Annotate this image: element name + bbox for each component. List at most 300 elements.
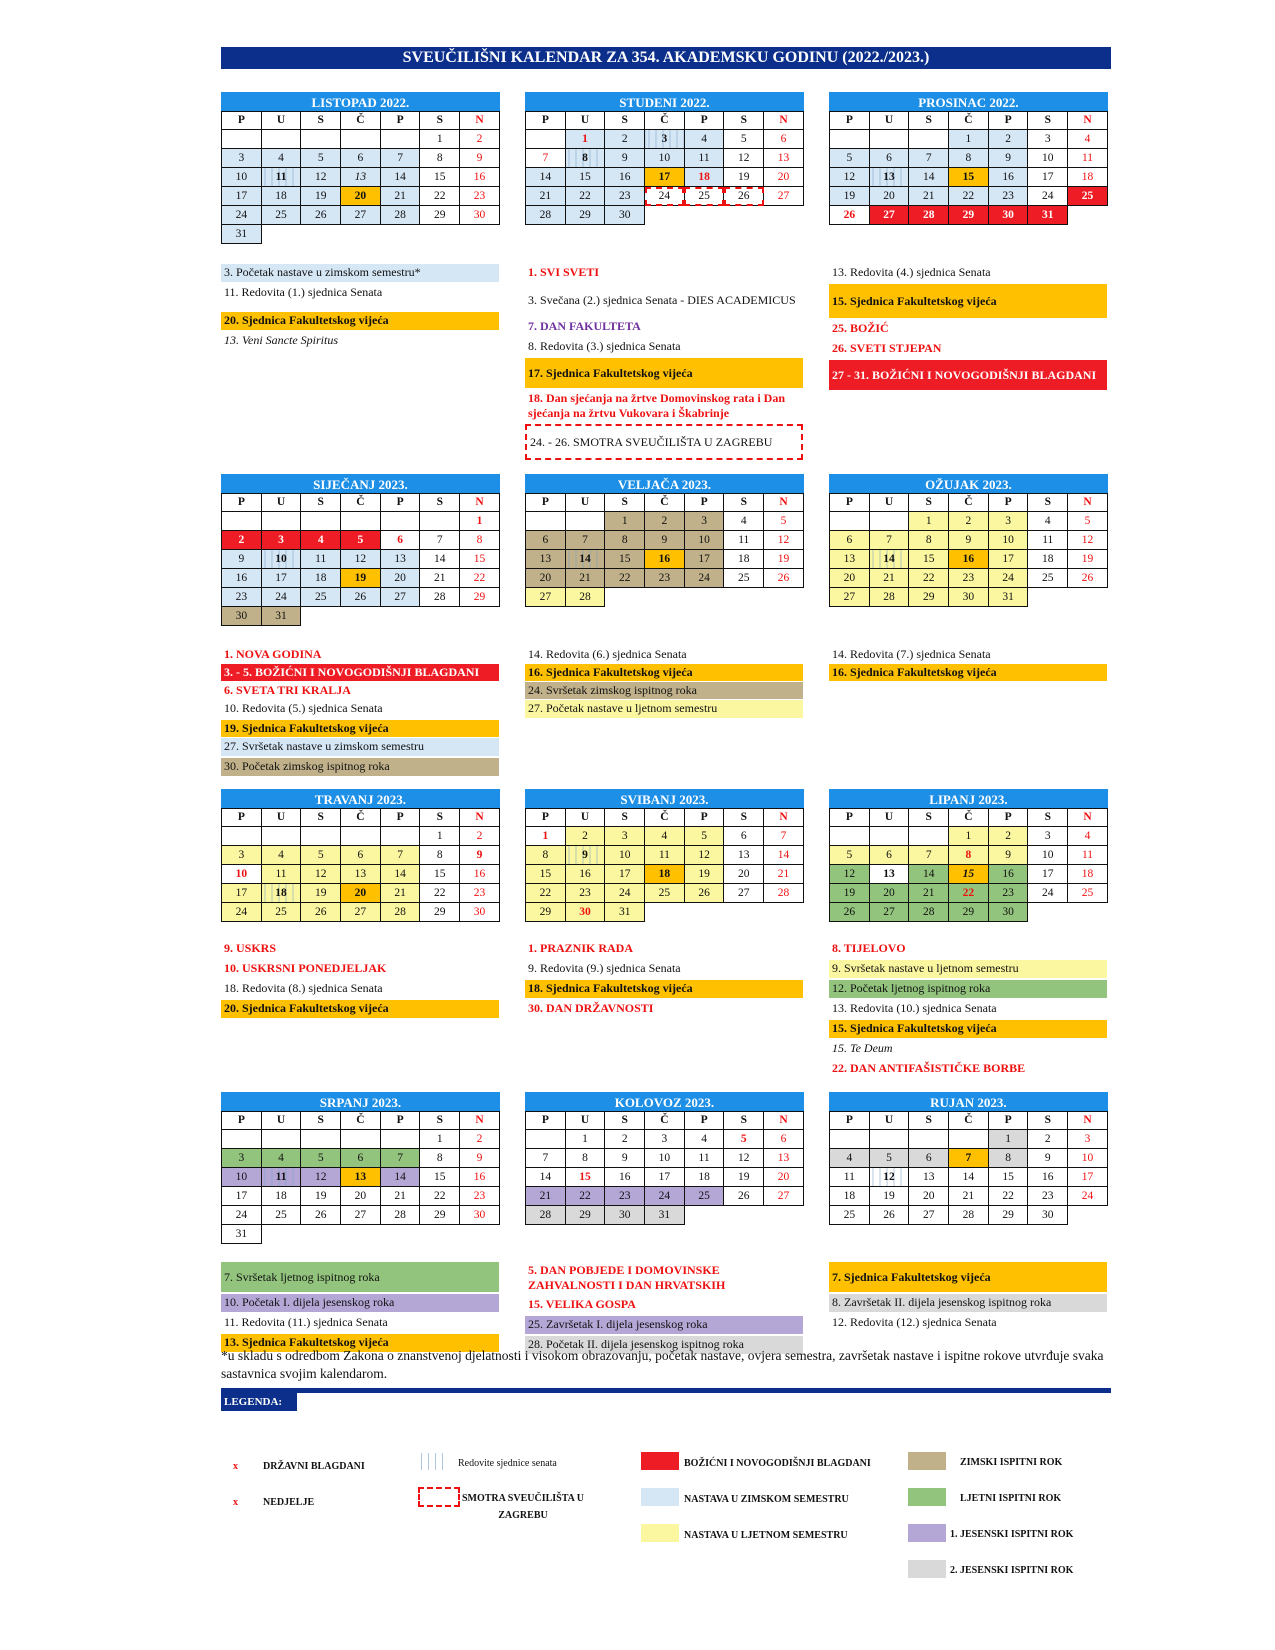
day-cell: 19 bbox=[830, 187, 870, 206]
weekday-header: U bbox=[869, 112, 909, 130]
month-calendar bbox=[829, 92, 1108, 225]
day-cell: 3 bbox=[1028, 130, 1068, 149]
day-cell: 10 bbox=[1028, 149, 1068, 168]
day-cell: 15 bbox=[565, 1168, 605, 1187]
empty-day bbox=[380, 130, 420, 149]
day-cell: 1 bbox=[420, 827, 460, 846]
weekday-header: N bbox=[764, 809, 804, 827]
empty-day bbox=[341, 512, 381, 531]
day-cell: 26 bbox=[830, 206, 870, 225]
weekday-header: S bbox=[605, 112, 645, 130]
day-cell: 29 bbox=[565, 206, 605, 225]
day-cell: 21 bbox=[420, 569, 460, 588]
day-cell: 12 bbox=[684, 846, 724, 865]
empty-day bbox=[380, 225, 420, 244]
empty-day bbox=[949, 1130, 989, 1149]
empty-day bbox=[724, 206, 764, 225]
day-cell: 31 bbox=[222, 1225, 262, 1244]
day-cell: 29 bbox=[460, 588, 500, 607]
day-cell: 23 bbox=[460, 1187, 500, 1206]
calendar-note: 13. Sjednica Fakultetskog vijeća bbox=[221, 1334, 499, 1352]
empty-day bbox=[764, 1206, 804, 1225]
day-cell: 2 bbox=[949, 512, 989, 531]
calendar-note: 28. Početak II. dijela jesenskog ispitnog roka bbox=[525, 1336, 803, 1354]
day-cell: 24 bbox=[605, 884, 645, 903]
empty-day bbox=[684, 1206, 724, 1225]
day-cell: 24 bbox=[261, 588, 301, 607]
day-cell: 4 bbox=[684, 130, 724, 149]
weekday-header: N bbox=[460, 112, 500, 130]
day-cell: 31 bbox=[1028, 206, 1068, 225]
empty-day bbox=[830, 827, 870, 846]
weekday-header: S bbox=[605, 809, 645, 827]
month-title: SVIBANJ 2023. bbox=[526, 790, 804, 809]
day-cell: 27 bbox=[380, 588, 420, 607]
calendar-note: 8. Redovita (3.) sjednica Senata bbox=[528, 339, 681, 353]
day-cell: 14 bbox=[909, 168, 949, 187]
weekday-header: N bbox=[1068, 112, 1108, 130]
weekday-header: N bbox=[1068, 809, 1108, 827]
legend-x-mark: x bbox=[233, 1461, 238, 1472]
day-cell: 29 bbox=[565, 1206, 605, 1225]
day-cell: 22 bbox=[565, 187, 605, 206]
day-cell: 26 bbox=[830, 903, 870, 922]
day-cell: 9 bbox=[460, 1149, 500, 1168]
day-cell: 16 bbox=[988, 865, 1028, 884]
empty-day bbox=[380, 512, 420, 531]
day-cell: 12 bbox=[764, 531, 804, 550]
day-cell: 13 bbox=[724, 846, 764, 865]
day-cell: 22 bbox=[420, 187, 460, 206]
day-cell: 15 bbox=[949, 865, 989, 884]
weekday-header: U bbox=[565, 112, 605, 130]
weekday-header: Č bbox=[341, 494, 381, 512]
day-cell: 25 bbox=[1068, 884, 1108, 903]
day-cell: 14 bbox=[565, 550, 605, 569]
day-cell: 27 bbox=[869, 903, 909, 922]
day-cell: 18 bbox=[261, 884, 301, 903]
legend-zimski-rok: ZIMSKI ISPITNI ROK bbox=[960, 1457, 1063, 1468]
day-cell: 20 bbox=[869, 187, 909, 206]
empty-day bbox=[341, 827, 381, 846]
day-cell: 29 bbox=[909, 588, 949, 607]
empty-day bbox=[261, 1225, 301, 1244]
empty-day bbox=[341, 1130, 381, 1149]
day-cell: 13 bbox=[526, 550, 566, 569]
empty-day bbox=[869, 512, 909, 531]
day-cell: 8 bbox=[909, 531, 949, 550]
day-cell: 26 bbox=[1068, 569, 1108, 588]
empty-day bbox=[526, 130, 566, 149]
legend-nedjelje: NEDJELJE bbox=[263, 1497, 315, 1508]
empty-day bbox=[526, 1130, 566, 1149]
day-cell: 2 bbox=[222, 531, 262, 550]
day-cell: 21 bbox=[380, 187, 420, 206]
weekday-header: U bbox=[261, 809, 301, 827]
empty-day bbox=[724, 588, 764, 607]
day-cell: 21 bbox=[764, 865, 804, 884]
empty-day bbox=[764, 206, 804, 225]
calendar-note: 27. Početak nastave u ljetnom semestru bbox=[525, 700, 803, 718]
empty-day bbox=[222, 512, 262, 531]
day-cell: 7 bbox=[565, 531, 605, 550]
day-cell: 9 bbox=[565, 846, 605, 865]
month-title: RUJAN 2023. bbox=[830, 1093, 1108, 1112]
weekday-header: U bbox=[869, 1112, 909, 1130]
day-cell: 25 bbox=[261, 903, 301, 922]
month-calendar bbox=[525, 789, 804, 922]
weekday-header: N bbox=[1068, 494, 1108, 512]
calendar-note: 27 - 31. BOŽIĆNI I NOVOGODIŠNJI BLAGDANI bbox=[829, 360, 1107, 390]
day-cell: 11 bbox=[645, 846, 685, 865]
day-cell: 8 bbox=[949, 846, 989, 865]
empty-day bbox=[380, 607, 420, 626]
day-cell: 1 bbox=[420, 130, 460, 149]
empty-day bbox=[420, 1225, 460, 1244]
day-cell: 11 bbox=[261, 865, 301, 884]
day-cell: 7 bbox=[764, 827, 804, 846]
day-cell: 25 bbox=[684, 187, 724, 206]
weekday-header: Č bbox=[645, 494, 685, 512]
day-cell: 11 bbox=[301, 550, 341, 569]
weekday-header: S bbox=[420, 809, 460, 827]
empty-day bbox=[645, 588, 685, 607]
weekday-header: Č bbox=[341, 809, 381, 827]
day-cell: 26 bbox=[869, 1206, 909, 1225]
day-cell: 22 bbox=[420, 884, 460, 903]
day-cell: 9 bbox=[605, 1149, 645, 1168]
day-cell: 9 bbox=[460, 846, 500, 865]
day-cell: 14 bbox=[909, 865, 949, 884]
day-cell: 7 bbox=[909, 149, 949, 168]
weekday-header: U bbox=[869, 809, 909, 827]
calendar-note: 18. Dan sjećanja na žrtve Domovinskog rata i Dan sjećanja na žrtvu Vukovara i Škabrinje bbox=[528, 391, 785, 420]
day-cell: 24 bbox=[1028, 187, 1068, 206]
weekday-header: N bbox=[460, 809, 500, 827]
day-cell: 4 bbox=[301, 531, 341, 550]
day-cell: 28 bbox=[526, 1206, 566, 1225]
calendar-note: 22. DAN ANTIFAŠISTIČKE BORBE bbox=[832, 1061, 1026, 1075]
empty-day bbox=[222, 130, 262, 149]
day-cell: 25 bbox=[261, 206, 301, 225]
legend-jesenski2: 2. JESENSKI ISPITNI ROK bbox=[950, 1565, 1074, 1576]
month-calendar bbox=[525, 92, 804, 225]
day-cell: 29 bbox=[949, 903, 989, 922]
day-cell: 17 bbox=[222, 187, 262, 206]
calendar-note: 20. Sjednica Fakultetskog vijeća bbox=[221, 312, 499, 330]
day-cell: 25 bbox=[645, 884, 685, 903]
day-cell: 12 bbox=[1068, 531, 1108, 550]
day-cell: 28 bbox=[380, 1206, 420, 1225]
empty-day bbox=[301, 512, 341, 531]
day-cell: 22 bbox=[988, 1187, 1028, 1206]
day-cell: 22 bbox=[949, 884, 989, 903]
calendar-note: 15. Sjednica Fakultetskog vijeća bbox=[829, 1020, 1107, 1038]
day-cell: 7 bbox=[380, 846, 420, 865]
calendar-note: 24. Svršetak zimskog ispitnog roka bbox=[525, 682, 803, 699]
day-cell: 3 bbox=[1068, 1130, 1108, 1149]
weekday-header: Č bbox=[949, 494, 989, 512]
empty-day bbox=[222, 827, 262, 846]
day-cell: 11 bbox=[261, 168, 301, 187]
calendar-note: 26. SVETI STJEPAN bbox=[832, 341, 942, 355]
calendar-note: 10. Početak I. dijela jesenskog roka bbox=[221, 1294, 499, 1312]
day-cell: 19 bbox=[724, 1168, 764, 1187]
day-cell: 25 bbox=[261, 1206, 301, 1225]
day-cell: 10 bbox=[1068, 1149, 1108, 1168]
day-cell: 13 bbox=[764, 149, 804, 168]
day-cell: 19 bbox=[724, 168, 764, 187]
day-cell: 3 bbox=[261, 531, 301, 550]
weekday-header: S bbox=[420, 112, 460, 130]
empty-day bbox=[261, 1130, 301, 1149]
day-cell: 6 bbox=[830, 531, 870, 550]
calendar-note: 11. Redovita (1.) sjednica Senata bbox=[224, 285, 383, 299]
day-cell: 15 bbox=[565, 168, 605, 187]
day-cell: 7 bbox=[526, 1149, 566, 1168]
calendar-note: 3. Početak nastave u zimskom semestru* bbox=[221, 264, 499, 282]
day-cell: 13 bbox=[764, 1149, 804, 1168]
weekday-header: P bbox=[526, 494, 566, 512]
legend-x-mark: x bbox=[233, 1497, 238, 1508]
day-cell: 28 bbox=[380, 206, 420, 225]
day-cell: 7 bbox=[949, 1149, 989, 1168]
day-cell: 18 bbox=[684, 1168, 724, 1187]
day-cell: 28 bbox=[949, 1206, 989, 1225]
day-cell: 9 bbox=[1028, 1149, 1068, 1168]
day-cell: 17 bbox=[1028, 865, 1068, 884]
day-cell: 23 bbox=[949, 569, 989, 588]
weekday-header: Č bbox=[645, 112, 685, 130]
day-cell: 24 bbox=[1068, 1187, 1108, 1206]
day-cell: 8 bbox=[526, 846, 566, 865]
day-cell: 27 bbox=[724, 884, 764, 903]
day-cell: 12 bbox=[830, 168, 870, 187]
weekday-header: P bbox=[830, 494, 870, 512]
day-cell: 19 bbox=[869, 1187, 909, 1206]
day-cell: 2 bbox=[605, 1130, 645, 1149]
day-cell: 30 bbox=[460, 206, 500, 225]
day-cell: 15 bbox=[460, 550, 500, 569]
day-cell: 5 bbox=[724, 130, 764, 149]
day-cell: 15 bbox=[420, 865, 460, 884]
day-cell: 15 bbox=[420, 1168, 460, 1187]
day-cell: 8 bbox=[420, 846, 460, 865]
calendar-note: 10. Redovita (5.) sjednica Senata bbox=[224, 701, 383, 715]
day-cell: 14 bbox=[949, 1168, 989, 1187]
calendar-note: 7. Svršetak ljetnog ispitnog roka bbox=[221, 1262, 499, 1292]
calendar-note: 18. Sjednica Fakultetskog vijeća bbox=[525, 980, 803, 998]
day-cell: 10 bbox=[1028, 846, 1068, 865]
calendar-note: 6. SVETA TRI KRALJA bbox=[224, 683, 351, 697]
day-cell: 27 bbox=[830, 588, 870, 607]
weekday-header: N bbox=[460, 1112, 500, 1130]
day-cell: 17 bbox=[645, 1168, 685, 1187]
weekday-header: P bbox=[684, 494, 724, 512]
day-cell: 28 bbox=[869, 588, 909, 607]
day-cell: 23 bbox=[605, 187, 645, 206]
day-cell: 16 bbox=[460, 865, 500, 884]
day-cell: 4 bbox=[261, 1149, 301, 1168]
calendar-note: 1. NOVA GODINA bbox=[224, 647, 322, 661]
empty-day bbox=[724, 903, 764, 922]
day-cell: 1 bbox=[565, 130, 605, 149]
weekday-header: Č bbox=[341, 112, 381, 130]
day-cell: 19 bbox=[341, 569, 381, 588]
day-cell: 21 bbox=[565, 569, 605, 588]
day-cell: 5 bbox=[869, 1149, 909, 1168]
calendar-note: 16. Sjednica Fakultetskog vijeća bbox=[829, 664, 1107, 681]
day-cell: 12 bbox=[724, 149, 764, 168]
month-title: SIJEČANJ 2023. bbox=[222, 475, 500, 494]
day-cell: 13 bbox=[909, 1168, 949, 1187]
calendar-note: 30. DAN DRŽAVNOSTI bbox=[528, 1001, 654, 1015]
day-cell: 16 bbox=[645, 550, 685, 569]
calendar-note: 1. PRAZNIK RADA bbox=[528, 941, 633, 955]
weekday-header: Č bbox=[949, 112, 989, 130]
day-cell: 7 bbox=[420, 531, 460, 550]
day-cell: 13 bbox=[869, 168, 909, 187]
day-cell: 30 bbox=[565, 903, 605, 922]
day-cell: 1 bbox=[605, 512, 645, 531]
day-cell: 20 bbox=[764, 1168, 804, 1187]
day-cell: 2 bbox=[645, 512, 685, 531]
day-cell: 26 bbox=[301, 206, 341, 225]
weekday-header: P bbox=[830, 809, 870, 827]
day-cell: 22 bbox=[420, 1187, 460, 1206]
empty-day bbox=[830, 512, 870, 531]
day-cell: 14 bbox=[380, 1168, 420, 1187]
calendar-note: 9. Redovita (9.) sjednica Senata bbox=[528, 961, 681, 975]
day-cell: 31 bbox=[222, 225, 262, 244]
legend-zimski-sem: NASTAVA U ZIMSKOM SEMESTRU bbox=[684, 1494, 849, 1505]
day-cell: 29 bbox=[420, 1206, 460, 1225]
day-cell: 8 bbox=[420, 149, 460, 168]
empty-day bbox=[909, 1130, 949, 1149]
day-cell: 16 bbox=[949, 550, 989, 569]
month-calendar bbox=[525, 1092, 804, 1225]
day-cell: 17 bbox=[1028, 168, 1068, 187]
legend-jesenski1: 1. JESENSKI ISPITNI ROK bbox=[950, 1529, 1074, 1540]
empty-day bbox=[1028, 588, 1068, 607]
empty-day bbox=[301, 827, 341, 846]
day-cell: 20 bbox=[341, 187, 381, 206]
day-cell: 10 bbox=[645, 1149, 685, 1168]
day-cell: 21 bbox=[949, 1187, 989, 1206]
legend-ljetni-rok: LJETNI ISPITNI ROK bbox=[960, 1493, 1062, 1504]
day-cell: 20 bbox=[380, 569, 420, 588]
legend-jesenski2-swatch bbox=[908, 1560, 946, 1578]
weekday-header: U bbox=[565, 494, 605, 512]
calendar-note: 14. Redovita (7.) sjednica Senata bbox=[832, 647, 991, 661]
day-cell: 4 bbox=[1068, 130, 1108, 149]
empty-day bbox=[764, 588, 804, 607]
day-cell: 18 bbox=[1068, 865, 1108, 884]
empty-day bbox=[684, 588, 724, 607]
month-calendar bbox=[829, 789, 1108, 922]
empty-day bbox=[684, 903, 724, 922]
calendar-note: 7. DAN FAKULTETA bbox=[528, 319, 641, 333]
day-cell: 10 bbox=[684, 531, 724, 550]
day-cell: 22 bbox=[909, 569, 949, 588]
day-cell: 4 bbox=[261, 846, 301, 865]
empty-day bbox=[301, 1225, 341, 1244]
day-cell: 21 bbox=[869, 569, 909, 588]
weekday-header: S bbox=[1028, 494, 1068, 512]
day-cell: 27 bbox=[869, 206, 909, 225]
day-cell: 6 bbox=[341, 1149, 381, 1168]
day-cell: 26 bbox=[764, 569, 804, 588]
day-cell: 16 bbox=[605, 1168, 645, 1187]
day-cell: 9 bbox=[988, 149, 1028, 168]
day-cell: 26 bbox=[301, 1206, 341, 1225]
day-cell: 5 bbox=[684, 827, 724, 846]
day-cell: 29 bbox=[420, 206, 460, 225]
day-cell: 30 bbox=[460, 903, 500, 922]
day-cell: 16 bbox=[222, 569, 262, 588]
day-cell: 22 bbox=[565, 1187, 605, 1206]
empty-day bbox=[1068, 206, 1108, 225]
day-cell: 11 bbox=[684, 149, 724, 168]
day-cell: 30 bbox=[605, 206, 645, 225]
day-cell: 31 bbox=[645, 1206, 685, 1225]
empty-day bbox=[341, 130, 381, 149]
empty-day bbox=[380, 827, 420, 846]
day-cell: 27 bbox=[909, 1206, 949, 1225]
empty-day bbox=[909, 130, 949, 149]
weekday-header: S bbox=[724, 494, 764, 512]
day-cell: 3 bbox=[1028, 827, 1068, 846]
empty-day bbox=[565, 512, 605, 531]
weekday-header: N bbox=[764, 494, 804, 512]
calendar-note: 8. Završetak II. dijela jesenskog ispitnog roka bbox=[829, 1294, 1107, 1312]
day-cell: 31 bbox=[261, 607, 301, 626]
day-cell: 6 bbox=[869, 846, 909, 865]
day-cell: 9 bbox=[988, 846, 1028, 865]
empty-day bbox=[261, 225, 301, 244]
day-cell: 1 bbox=[420, 1130, 460, 1149]
day-cell: 18 bbox=[684, 168, 724, 187]
weekday-header: S bbox=[301, 112, 341, 130]
day-cell: 6 bbox=[764, 130, 804, 149]
day-cell: 6 bbox=[764, 1130, 804, 1149]
day-cell: 29 bbox=[988, 1206, 1028, 1225]
day-cell: 11 bbox=[724, 531, 764, 550]
day-cell: 6 bbox=[724, 827, 764, 846]
day-cell: 10 bbox=[222, 168, 262, 187]
day-cell: 11 bbox=[261, 1168, 301, 1187]
weekday-header: P bbox=[526, 112, 566, 130]
day-cell: 3 bbox=[605, 827, 645, 846]
day-cell: 30 bbox=[1028, 1206, 1068, 1225]
weekday-header: Č bbox=[949, 1112, 989, 1130]
calendar-note: 9. USKRS bbox=[224, 941, 277, 955]
calendar-note: 27. Svršetak nastave u zimskom semestru bbox=[221, 738, 499, 756]
legend-zimski-rok-swatch bbox=[908, 1452, 946, 1470]
day-cell: 6 bbox=[526, 531, 566, 550]
month-title: TRAVANJ 2023. bbox=[222, 790, 500, 809]
day-cell: 30 bbox=[988, 903, 1028, 922]
day-cell: 3 bbox=[222, 846, 262, 865]
day-cell: 27 bbox=[526, 588, 566, 607]
page-title: SVEUČILIŠNI KALENDAR ZA 354. AKADEMSKU GODINU (2022./2023.) bbox=[221, 47, 1111, 69]
weekday-header: P bbox=[380, 809, 420, 827]
calendar-note: 25. Završetak I. dijela jesenskog roka bbox=[525, 1316, 803, 1334]
weekday-header: P bbox=[830, 1112, 870, 1130]
weekday-header: S bbox=[301, 809, 341, 827]
day-cell: 21 bbox=[909, 187, 949, 206]
day-cell: 26 bbox=[724, 187, 764, 206]
